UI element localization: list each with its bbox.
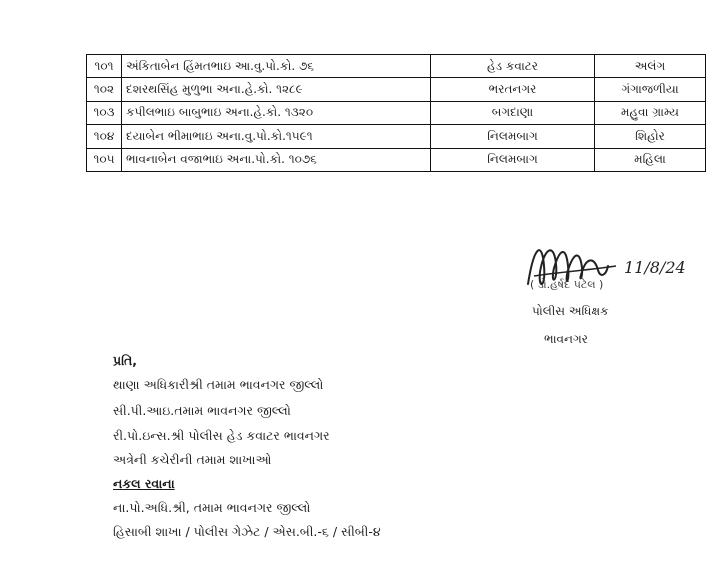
row-number: ૧૦૩ (87, 101, 122, 124)
to-location: શિહોર (595, 125, 706, 148)
signatory-name: ( ડો.હર્ષદ પટેલ ) (530, 278, 604, 291)
row-number: ૧૦૪ (87, 125, 122, 148)
recipient-line: રી.પો.ઇન્સ.શ્રી પોલીસ હેડ કવાટર ભાવનગર (113, 428, 330, 443)
recipients-label: પ્રતિ, (113, 353, 137, 368)
to-location: મહિલા (595, 148, 706, 171)
from-location: બગદાણા (431, 101, 595, 124)
to-location: મહુવા ગ્રામ્ય (595, 101, 706, 124)
transfer-table (86, 54, 706, 172)
table-row (87, 78, 706, 101)
from-location: નિલમબાગ (431, 148, 595, 171)
employee-name: કપીલભાઇ બાબુભાઇ અના.હે.કો. ૧૩૨૦ (122, 101, 431, 124)
employee-name: અંકિતાબેન હિંમતભાઇ આ.વુ.પો.કો. ૭૬ (122, 55, 431, 78)
from-location: હેડ કવાટર (431, 55, 595, 78)
transfer-table-grid (86, 54, 706, 172)
row-number: ૧૦૨ (87, 78, 122, 101)
employee-name: દયાબેન ભીમાભાઇ અના.વુ.પો.કો.૧૫૯૧ (122, 125, 431, 148)
recipient-line: અત્રેની કચેરીની તમામ શાખાઓ (113, 452, 272, 467)
table-row (87, 148, 706, 171)
signature-date: 11/8/24 (624, 258, 686, 277)
copy-line: હિસાબી શાખા / પોલીસ ગેઝેટ / એસ.બી.-૬ / સીબી-૪ (113, 524, 381, 539)
signature-block (520, 236, 710, 346)
table-row (87, 55, 706, 78)
table-row (87, 125, 706, 148)
table-row (87, 101, 706, 124)
signatory-title: પોલીસ અધિક્ષક (532, 304, 609, 318)
from-location: ભરતનગર (431, 78, 595, 101)
recipient-line: થાણા અધિકારીશ્રી તમામ ભાવનગર જીલ્લો (113, 377, 324, 392)
row-number: ૧૦૫ (87, 148, 122, 171)
recipient-line: સી.પી.આઇ.તમામ ભાવનગર જીલ્લો (113, 403, 291, 418)
employee-name: ભાવનાબેન વજાભાઇ અના.પો.કો. ૧૦૭૬ (122, 148, 431, 171)
row-number: ૧૦૧ (87, 55, 122, 78)
copy-line: ના.પો.અધિ.શ્રી, તમામ ભાવનગર જીલ્લો (113, 500, 311, 515)
copies-label: નકલ રવાના (113, 476, 175, 491)
to-location: ગંગાજળીયા (595, 78, 706, 101)
signatory-place: ભાવનગર (544, 332, 588, 346)
employee-name: દશરથસિંહ મુળુભા અના.હે.કો. ૧૨૮૯ (122, 78, 431, 101)
to-location: અલંગ (595, 55, 706, 78)
from-location: નિલમબાગ (431, 125, 595, 148)
